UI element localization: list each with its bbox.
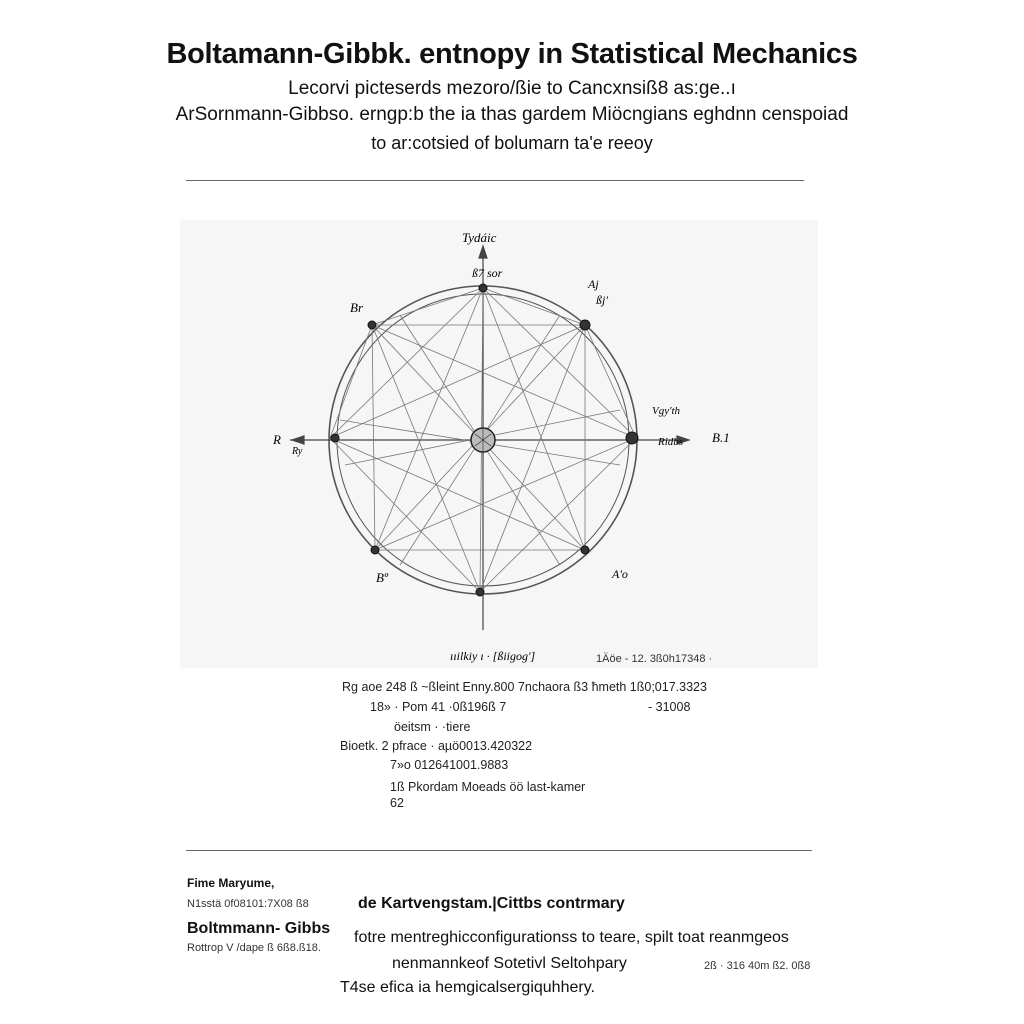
figure-caption-left: ııilkiy ı · [ßiigog']: [450, 649, 536, 663]
node-top-right: [580, 320, 590, 330]
data-line-3: öeitsm · ·tiere: [394, 720, 471, 734]
subtitle-line-3: to ar:cotsied of bolumarn ta'e reeoy: [371, 133, 653, 153]
footer-heading: de Kartvengstam.|Cittbs contrmary: [358, 895, 625, 912]
footer-small-ref: Rottrop V /dape ß 6ß8.ß18.: [187, 942, 321, 954]
diagram-figure: [180, 220, 818, 668]
data-line-1: Rg aoe 248 ß ~ßleint Enny.800 7nchaora ß3 ħmeth 1ß0;017.3323: [342, 680, 707, 694]
node-top: [479, 284, 487, 292]
label-top-axis: Tydáic: [462, 230, 497, 245]
top-divider: [186, 180, 804, 181]
data-line-5: 7»o 012641001.9883: [390, 758, 509, 772]
page-title: Boltamann-Gibbk. entnopy in Statistical Mechanics: [166, 38, 858, 70]
data-line-4: Bioetk. 2 pfrace · aµö0013.420322: [340, 739, 533, 753]
subtitle-line-2: ArSornmann-Gibbso. erngp:b the ia thas gardem Miöcngians eghdnn censpoiad: [175, 104, 849, 125]
data-line-7: 62: [390, 796, 404, 810]
label-right-1: Vgy'th: [652, 405, 681, 417]
footer-line-c-right: 2ß · 316 40m ß2. 0ß8: [704, 960, 811, 972]
label-top-sub: ß7 sor: [472, 266, 503, 280]
label-right-2: Ridbs: [658, 436, 684, 448]
data-line-2b: - 31008: [648, 700, 691, 714]
footer-name-label: Fime Maryume,: [187, 876, 275, 890]
label-left: R: [273, 432, 281, 447]
label-bottom-left: Bº: [376, 570, 388, 585]
label-top-right-1: Aj: [588, 277, 599, 291]
data-line-2a: 18» · Pom 41 ·0ß196ß 7: [370, 700, 507, 714]
label-top-right-2: ßj': [596, 293, 608, 307]
label-left-sub: Ry: [292, 446, 303, 457]
node-bottom-right: [581, 546, 589, 554]
node-right: [626, 432, 638, 444]
footer-line-b: fotre mentreghicconfigurationss to teare, spilt toat reanmgeos: [354, 929, 789, 946]
bottom-divider: [186, 850, 812, 851]
footer-bold-label: Boltmmann- Gibbs: [187, 920, 331, 937]
label-right: B.1: [712, 430, 730, 445]
data-line-6: 1ß Pkordam Moeads öö last-kamer: [390, 780, 586, 794]
node-bottom: [476, 588, 484, 596]
node-top-left: [368, 321, 376, 329]
footer-line-d: T4se efica ia hemgicalsergiquhhery.: [340, 979, 595, 996]
node-bottom-left: [371, 546, 379, 554]
subtitle-line-1: Lecorvi picteserds mezoro/ßie to Cancxnsiß8 as:ge..ı: [288, 78, 736, 99]
figure-caption-right: 1Äöe - 12. 3ß0h17348 ·: [596, 653, 713, 665]
axis-arrow-up: [479, 246, 487, 258]
node-left: [331, 434, 339, 442]
label-top-left: Br: [350, 300, 363, 315]
footer-ref-line: N1sstä 0f08101:7X08 ß8: [187, 898, 309, 910]
footer-line-c: nenmannkeof Sotetivl Seltohpary: [392, 955, 627, 972]
label-bottom-right: A'o: [612, 567, 628, 581]
axis-arrow-left: [292, 436, 304, 444]
